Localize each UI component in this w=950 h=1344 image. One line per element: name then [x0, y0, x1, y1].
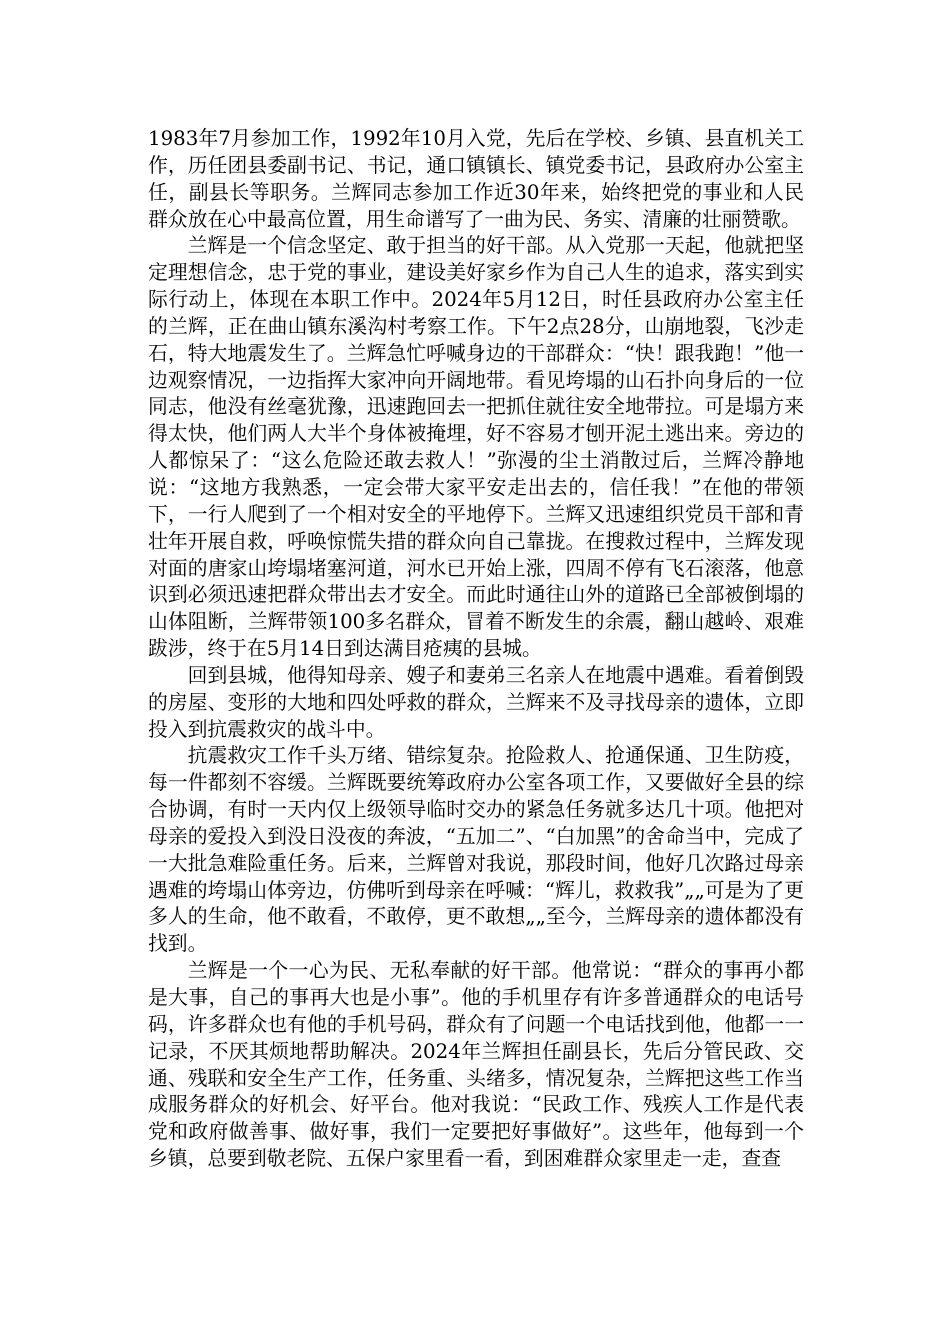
paragraph-4: 抗震救灾工作千头万绪、错综复杂。抢险救人、抢通保通、卫生防疫，每一件都刻不容缓。兰辉既要统筹政府办公室各项工作，又要做好全县的综合协调，有时一天内仅上级领导临时交办的紧急任务就多达几十项。他把对母亲的爱投入到没日没夜的奔波，“五加二”、“白加黑”的舍命当中，完成了一大批急难险重任务。后来，兰辉曾对我说，那段时间，他好几次路过母亲遇难的垮塌山体旁边，仿佛听到母亲在呼喊：“辉儿，救救我”„„可是为了更多人的生命，他不敢看，不敢停，更不敢想„„至今，兰辉母亲的遗体都没有找到。 — [148, 744, 804, 956]
paragraph-3: 回到县城，他得知母亲、嫂子和妻弟三名亲人在地震中遇难。看着倒毁的房屋、变形的大地和四处呼救的群众，兰辉来不及寻找母亲的遗体，立即投入到抗震救灾的战斗中。 — [148, 663, 804, 741]
paragraph-1: 1983年7月参加工作，1992年10月入党，先后在学校、乡镇、县直机关工作，历任团县委副书记、书记，通口镇镇长、镇党委书记，县政府办公室主任，副县长等职务。兰辉同志参加工作近30年来，始终把党的事业和人民群众放在心中最高位置，用生命谱写了一曲为民、务实、清廉的壮丽赞歌。 — [148, 127, 804, 231]
paragraph-2: 兰辉是一个信念坚定、敢于担当的好干部。从入党那一天起，他就把坚定理想信念，忠于党的事业，建设美好家乡作为自己人生的追求，落实到实际行动上，体现在本职工作中。2024年5月12日，时任县政府办公室主任的兰辉，正在曲山镇东溪沟村考察工作。下午2点28分，山崩地裂，飞沙走石，特大地震发生了。兰辉急忙呼喊身边的干部群众：“快！跟我跑！”他一边观察情况，一边指挥大家冲向开阔地带。看见垮塌的山石扑向身后的一位同志，他没有丝毫犹豫，迅速跑回去一把抓住就往安全地带拉。可是塌方来得太快，他们两人大半个身体被掩埋，好不容易才刨开泥土逃出来。旁边的人都惊呆了：“这么危险还敢去救人！”弥漫的尘土消散过后，兰辉冷静地说：“这地方我熟悉，一定会带大家平安走出去的，信任我！”在他的带领下，一行人爬到了一个相对安全的平地停下。兰辉又迅速组织党员干部和青壮年开展自救，呼唤惊慌失措的群众向自己靠拢。在搜救过程中，兰辉发现对面的唐家山垮塌堵塞河道，河水已开始上涨，四周不停有飞石滚落，他意识到必须迅速把群众带出去才安全。而此时通往山外的道路已全部被倒塌的山体阻断，兰辉带领100多名群众，冒着不断发生的余震，翻山越岭、艰难跋涉，终于在5月14日到达满目疮痍的县城。 — [148, 234, 804, 661]
document-body — [148, 126, 804, 1173]
paragraph-5: 兰辉是一个一心为民、无私奉献的好干部。他常说：“群众的事再小都是大事，自己的事再大也是小事”。他的手机里存有许多普通群众的电话号码，许多群众也有他的手机号码，群众有了问题一个电话找到他，他都一一记录，不厌其烦地帮助解决。2024年兰辉担任副县长，先后分管民政、交通、残联和安全生产工作，任务重、头绪多，情况复杂，兰辉把这些工作当成服务群众的好机会、好平台。他对我说：“民政工作、残疾人工作是代表党和政府做善事、做好事，我们一定要把好事做好”。这些年，他每到一个乡镇，总要到敬老院、五保户家里看一看，到困难群众家里走一走，查查 — [148, 959, 804, 1171]
